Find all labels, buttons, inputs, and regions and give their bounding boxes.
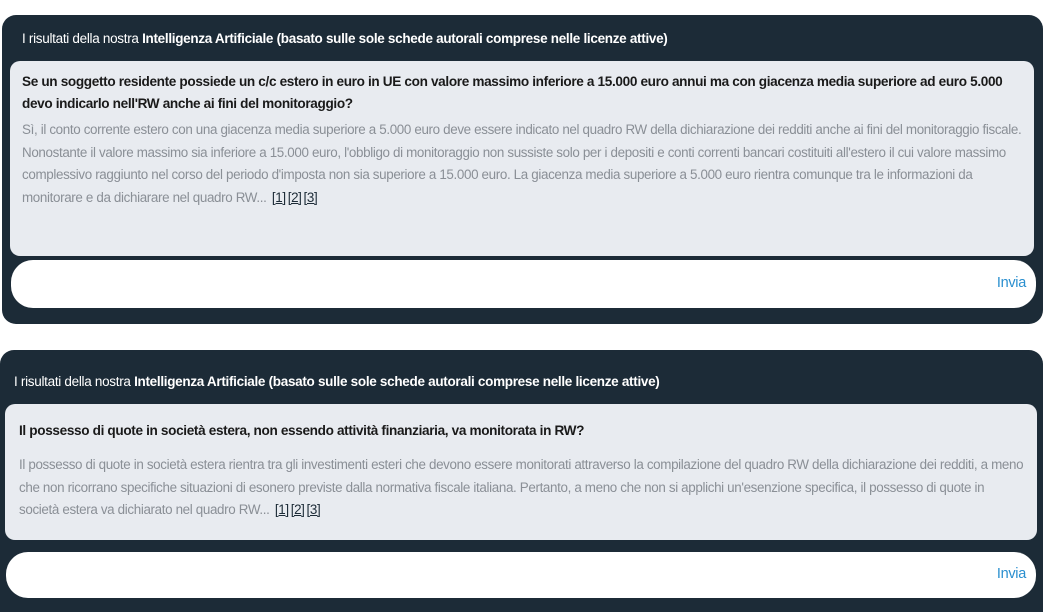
ai-results-panel (2, 15, 1043, 324)
reference-link-1[interactable]: [1] (274, 502, 289, 517)
header-bold: Intelligenza Artificiale (basato sulle sole schede autorali comprese nelle licenze attive) (134, 374, 660, 389)
answer-text (22, 119, 1022, 209)
question-text: Se un soggetto residente possiede un c/c estero in euro in UE con valore massimo inferiore a 15.000 euro annui ma con giacenza media superiore ad euro 5.000 devo indicarlo nell'RW anche ai fini del monitoraggio? (22, 74, 1003, 111)
reference-links (269, 502, 320, 517)
reference-link-2[interactable]: [2] (290, 502, 305, 517)
reference-link-3[interactable]: [3] (306, 502, 321, 517)
reference-link-2[interactable]: [2] (287, 189, 302, 205)
reference-link-3[interactable]: [3] (303, 189, 318, 205)
header-bold: Intelligenza Artificiale (basato sulle sole schede autorali comprese nelle licenze attive) (142, 31, 668, 46)
answer-body: Sì, il conto corrente estero con una giacenza media superiore a 5.000 euro deve essere indicato nel quadro RW della dichiarazione dei redditi anche ai fini del monitoraggio fiscale. Nonostante il valore massimo sia inferiore a 15.000 euro, l'obbligo di monitoraggio non sussiste solo per i depositi e conti correnti bancari costituiti all'estero il cui valore massimo complessivo raggiunto nel corso del periodo d'imposta non sia superiore a 15.000 euro. La giacenza media superiore a 5.000 euro rientra comunque tra le informazioni da monitorare e da dichiarare nel quadro RW... (22, 122, 1022, 205)
send-button[interactable]: Invia (996, 275, 1026, 291)
send-button[interactable]: Invia (996, 566, 1026, 582)
header-prefix: I risultati della nostra (14, 374, 135, 389)
reference-links (266, 190, 317, 205)
panel-header (14, 374, 660, 389)
question-input[interactable] (27, 268, 931, 300)
reference-link-1[interactable]: [1] (271, 189, 286, 205)
question-input-bar (11, 260, 1036, 308)
panel-header (22, 31, 668, 46)
question-text: Il possesso di quote in società estera, non essendo attività finanziaria, va monitorata in RW? (19, 423, 585, 438)
ai-results-panel (0, 350, 1043, 612)
question-input-bar (6, 552, 1036, 598)
question-input[interactable] (22, 560, 926, 592)
answer-card (5, 404, 1037, 540)
answer-body: Il possesso di quote in società estera rientra tra gli investimenti esteri che devono essere monitorati attraverso la compilazione del quadro RW della dichiarazione dei redditi, a meno che non ricorrano specifiche situazioni di esonero previste dalla normativa fiscale italiana. Pertanto, a meno che non si applichi un'esenzione specifica, il possesso di quote in società estera va dichiarato nel quadro RW... (19, 457, 1024, 517)
answer-card (10, 61, 1034, 256)
answer-text (19, 454, 1025, 522)
header-prefix: I risultati della nostra (22, 31, 143, 46)
